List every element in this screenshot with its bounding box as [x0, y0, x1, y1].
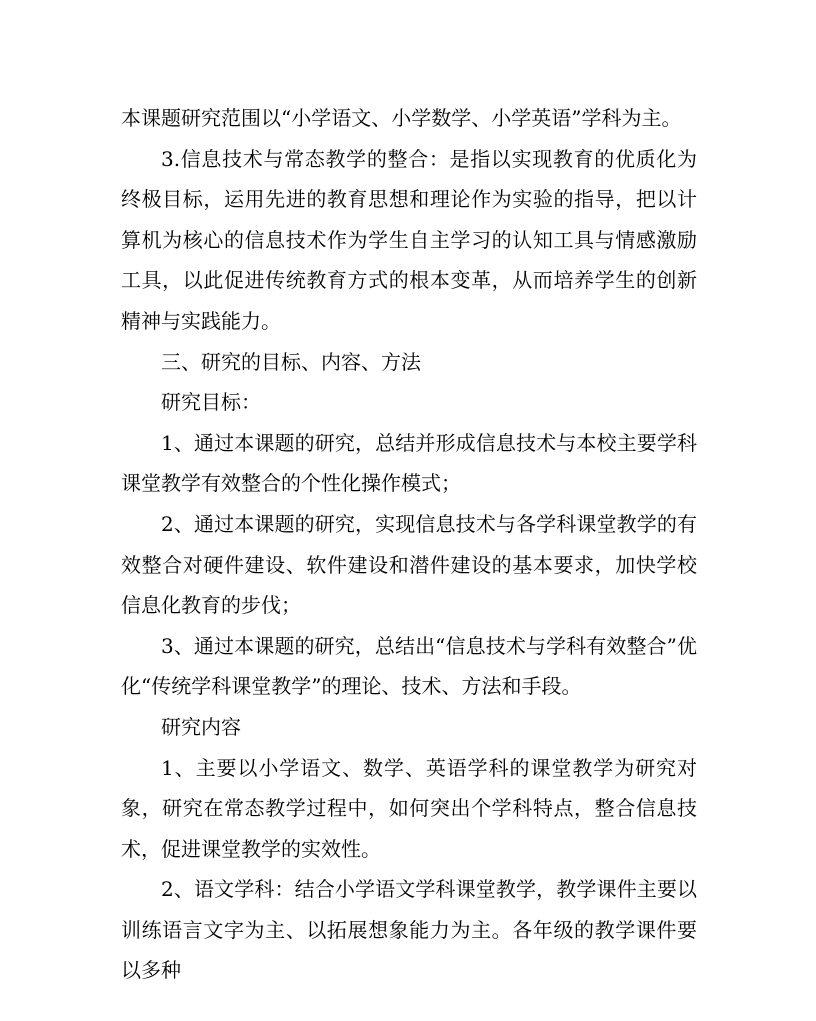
goal-item-1: 1、通过本课题的研究，总结并形成信息技术与本校主要学科课堂教学有效整合的个性化操作模式； [121, 430, 697, 496]
goal-item-2: 2、通过本课题的研究，实现信息技术与各学科课堂教学的有效整合对硬件建设、软件建设和潜件建设的基本要求，加快学校信息化教育的步伐； [121, 511, 697, 618]
section-heading-goals-content-methods: 三、研究的目标、内容、方法 [161, 349, 421, 374]
paragraph-scope: 本课题研究范围以“小学语文、小学数学、小学英语”学科为主。 [121, 106, 682, 130]
content-item-1: 1、主要以小学语文、数学、英语学科的课堂教学为研究对象，研究在常态教学过程中，如何突出个学科特点，整合信息技术，促进课堂教学的实效性。 [121, 755, 697, 861]
document-body [121, 98, 697, 991]
subheading-research-goals: 研究目标： [161, 390, 261, 415]
goal-item-3: 3、通过本课题的研究，总结出“信息技术与学科有效整合”优化“传统学科课堂教学”的理论、技术、方法和手段。 [121, 633, 697, 699]
paragraph-integration-definition: 3.信息技术与常态教学的整合：是指以实现教育的优质化为终极目标，运用先进的教育思想和理论作为实验的指导，把以计算机为核心的信息技术作为学生自主学习的认知工具与情感激励工具，以此促进传统教育方式的根本变革，从而培养学生的创新精神与实践能力。 [121, 146, 697, 333]
subheading-research-content: 研究内容 [161, 714, 241, 739]
content-item-2: 2、语文学科：结合小学语文学科课堂教学，教学课件主要以训练语言文字为主、以拓展想象能力为主。各年级的教学课件要以多种 [121, 877, 697, 983]
